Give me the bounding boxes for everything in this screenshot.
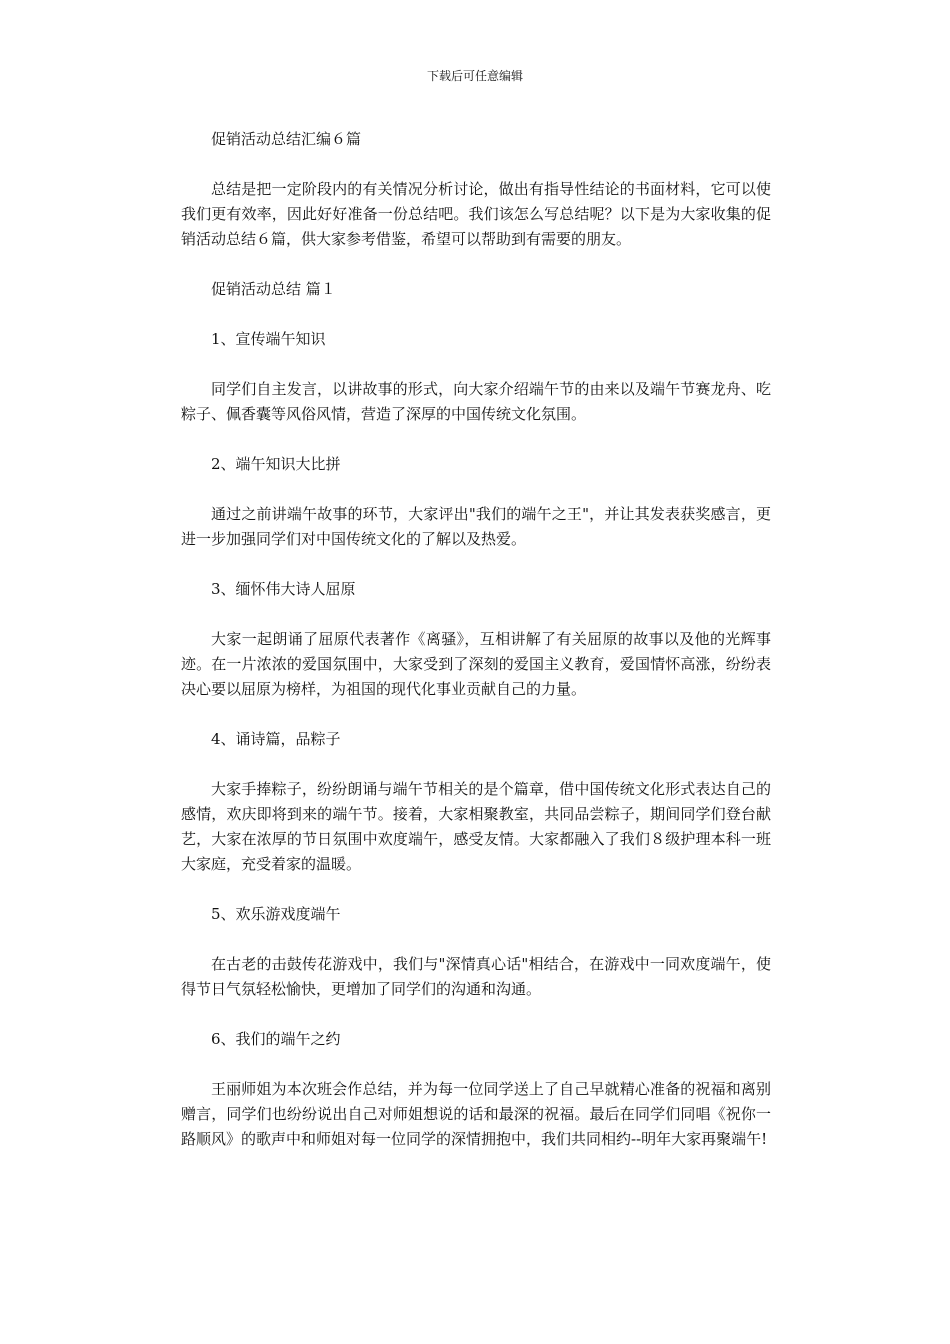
section-title: 促销活动总结 篇１ — [211, 280, 336, 298]
item-body-1: 同学们自主发言，以讲故事的形式，向大家介绍端午节的由来以及端午节赛龙舟、吃粽子、佩香囊等风俗风情，营造了深厚的中国传统文化氛围。 — [181, 380, 771, 423]
item-body-6: 王丽师姐为本次班会作总结，并为每一位同学送上了自己早就精心准备的祝福和离别赠言，同学们也纷纷说出自己对师姐想说的话和最深的祝福。最后在同学们同唱《祝你一路顺风》的歌声中和师姐对每一位同学的深情拥抱中，我们共同相约--明年大家再聚端午! — [181, 1080, 771, 1148]
page-header: 下载后可任意编辑 — [426, 69, 523, 83]
item-heading-4: 4、诵诗篇，品粽子 — [211, 730, 341, 748]
document-body — [181, 127, 771, 1177]
item-body-4: 大家手捧粽子，纷纷朗诵与端午节相关的是个篇章，借中国传统文化形式表达自己的感情，欢庆即将到来的端午节。接着，大家相聚教室，共同品尝粽子，期间同学们登台献艺，大家在浓厚的节日氛围中欢度端午，感受友情。大家都融入了我们８级护理本科一班大家庭，充受着家的温暖。 — [181, 780, 771, 873]
item-body-3: 大家一起朗诵了屈原代表著作《离骚》，互相讲解了有关屈原的故事以及他的光辉事迹。在一片浓浓的爱国氛围中，大家受到了深刻的爱国主义教育，爱国情怀高涨，纷纷表决心要以屈原为榜样，为祖国的现代化事业贡献自己的力量。 — [181, 630, 771, 698]
item-heading-6: 6、我们的端午之约 — [211, 1030, 341, 1048]
document-title: 促销活动总结汇编６篇 — [211, 130, 362, 148]
item-body-5: 在古老的击鼓传花游戏中，我们与"深情真心话"相结合，在游戏中一同欢度端午，使得节日气氛轻松愉快，更增加了同学们的沟通和沟通。 — [181, 955, 771, 998]
intro-paragraph: 总结是把一定阶段内的有关情况分析讨论，做出有指导性结论的书面材料，它可以使我们更有效率，因此好好准备一份总结吧。我们该怎么写总结呢？以下是为大家收集的促销活动总结６篇，供大家参考借鉴，希望可以帮助到有需要的朋友。 — [181, 180, 771, 248]
item-heading-2: 2、端午知识大比拼 — [211, 455, 341, 473]
item-heading-1: 1、宣传端午知识 — [211, 330, 326, 348]
item-heading-3: 3、缅怀伟大诗人屈原 — [211, 580, 356, 598]
item-body-2: 通过之前讲端午故事的环节，大家评出"我们的端午之王"，并让其发表获奖感言，更进一步加强同学们对中国传统文化的了解以及热爱。 — [181, 505, 771, 548]
item-heading-5: 5、欢乐游戏度端午 — [211, 905, 341, 923]
